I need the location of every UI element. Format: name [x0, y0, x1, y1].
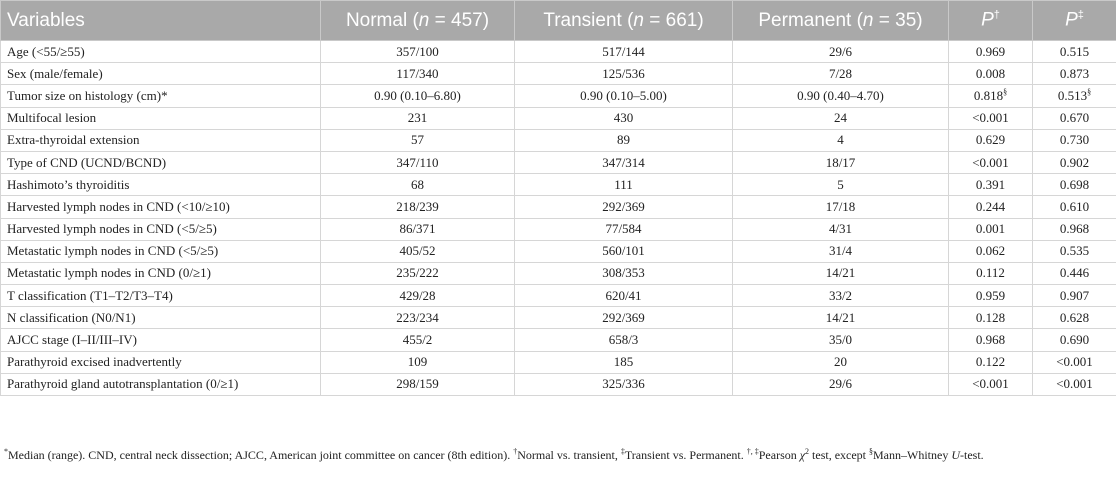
cell-transient-value: 430 — [613, 110, 634, 126]
cell-p-normal-vs-transient — [949, 151, 1033, 173]
cell-permanent — [733, 262, 949, 284]
header-p2-letter: P — [1065, 9, 1078, 31]
cell-normal — [321, 285, 515, 307]
cell-transient — [515, 151, 733, 173]
cell-normal-value: 86/371 — [399, 221, 436, 237]
cell-transient — [515, 307, 733, 329]
cell-p-transient-vs-permanent-value: 0.535 — [1059, 243, 1090, 259]
cell-p-normal-vs-transient — [949, 196, 1033, 218]
cell-permanent — [733, 129, 949, 151]
table-row — [1, 307, 1116, 329]
table-row — [1, 218, 1116, 240]
cell-p-normal-vs-transient — [949, 41, 1033, 63]
cell-transient-value: 0.90 (0.10–5.00) — [580, 87, 667, 103]
cell-transient — [515, 373, 733, 395]
cell-variable-value: Harvested lymph nodes in CND (<10/≥10) — [7, 198, 230, 214]
cell-transient — [515, 63, 733, 85]
cell-p-transient-vs-permanent-value: <0.001 — [1056, 376, 1093, 392]
cell-permanent-value: 35/0 — [828, 332, 853, 348]
cell-transient — [515, 218, 733, 240]
cell-p-transient-vs-permanent-value: 0.873 — [1059, 65, 1090, 81]
cell-normal-value: 0.90 (0.10–6.80) — [374, 87, 461, 103]
cell-variable-value: AJCC stage (I–II/III–IV) — [7, 332, 137, 348]
cell-variable-value: Type of CND (UCND/BCND) — [7, 154, 167, 170]
cell-p-transient-vs-permanent — [1033, 351, 1116, 373]
header-p2-mark: ‡ — [1077, 9, 1084, 22]
cell-normal-value: 68 — [411, 176, 424, 192]
cell-permanent — [733, 63, 949, 85]
cell-variable-value: Harvested lymph nodes in CND (<5/≥5) — [7, 221, 217, 237]
cell-p-normal-vs-transient — [949, 373, 1033, 395]
table-row — [1, 351, 1116, 373]
cell-variable-value: Parathyroid excised inadvertently — [7, 354, 182, 370]
header-permanent-count: = 35) — [873, 9, 923, 31]
cell-p-transient-vs-permanent — [1033, 329, 1116, 351]
cell-transient-value: 125/536 — [602, 65, 645, 81]
table-row — [1, 174, 1116, 196]
cell-transient — [515, 285, 733, 307]
cell-normal — [321, 85, 515, 107]
table-row — [1, 85, 1116, 107]
footnote-star: * — [4, 447, 8, 456]
cell-variable — [1, 373, 321, 395]
cell-variable — [1, 262, 321, 284]
cell-p-transient-vs-permanent — [1033, 63, 1116, 85]
cell-normal — [321, 63, 515, 85]
header-variables-text: Variables — [7, 9, 85, 31]
cell-permanent-value: 17/18 — [825, 198, 856, 214]
cell-p-transient-vs-permanent — [1033, 196, 1116, 218]
table-row — [1, 262, 1116, 284]
footnote-text-g: -test. — [960, 448, 984, 462]
cell-permanent — [733, 85, 949, 107]
cell-variable-value: Tumor size on histology (cm)* — [7, 87, 168, 103]
cell-permanent-value: 4 — [837, 132, 844, 148]
cell-transient-value: 185 — [613, 354, 634, 370]
cell-permanent-value: 0.90 (0.40–4.70) — [797, 87, 884, 103]
cell-p-transient-vs-permanent-mark: § — [1087, 87, 1092, 97]
cell-p-normal-vs-transient-value: <0.001 — [972, 376, 1009, 392]
cell-variable-value: N classification (N0/N1) — [7, 309, 136, 325]
footnote-text-d: Pearson — [758, 448, 800, 462]
cell-normal-value: 109 — [407, 354, 428, 370]
cell-normal-value: 455/2 — [402, 332, 433, 348]
footnote-chi-sup: 2 — [805, 447, 810, 456]
cell-p-normal-vs-transient-value: 0.062 — [975, 243, 1006, 259]
footnote-dagger: † — [513, 447, 518, 456]
cell-permanent-value: 4/31 — [828, 221, 853, 237]
cell-p-normal-vs-transient — [949, 218, 1033, 240]
cell-normal — [321, 129, 515, 151]
cell-normal-value: 405/52 — [399, 243, 436, 259]
cell-p-normal-vs-transient-value: 0.969 — [975, 43, 1006, 59]
cell-normal — [321, 262, 515, 284]
footnote-section: § — [869, 447, 874, 456]
table-row — [1, 41, 1116, 63]
cell-permanent-value: 29/6 — [828, 376, 853, 392]
cell-p-normal-vs-transient — [949, 329, 1033, 351]
header-p1-letter: P — [981, 9, 994, 31]
cell-p-transient-vs-permanent-value: <0.001 — [1056, 354, 1093, 370]
cell-variable-value: Hashimoto’s thyroiditis — [7, 176, 130, 192]
cell-p-transient-vs-permanent — [1033, 107, 1116, 129]
cell-p-normal-vs-transient-value: 0.629 — [975, 132, 1006, 148]
cell-variable — [1, 107, 321, 129]
header-transient — [515, 1, 733, 41]
cell-normal-value: 231 — [407, 110, 428, 126]
table-row — [1, 107, 1116, 129]
cell-p-transient-vs-permanent-value: 0.690 — [1059, 332, 1090, 348]
table-row — [1, 196, 1116, 218]
cell-transient-value: 560/101 — [602, 243, 645, 259]
cell-variable — [1, 63, 321, 85]
cell-variable-value: Extra-thyroidal extension — [7, 132, 140, 148]
cell-p-transient-vs-permanent-value: 0.628 — [1059, 309, 1090, 325]
cell-p-transient-vs-permanent — [1033, 285, 1116, 307]
cell-transient-value: 347/314 — [602, 154, 645, 170]
footnote-ddagger: ‡ — [620, 447, 625, 456]
table-row — [1, 240, 1116, 262]
cell-variable — [1, 240, 321, 262]
header-transient-count: = 661) — [644, 9, 704, 31]
footnote-text-a: Median (range). CND, central neck dissection; AJCC, American joint committee on cancer (8th edition). — [8, 448, 514, 462]
cell-p-normal-vs-transient-value: 0.128 — [975, 309, 1006, 325]
cell-p-transient-vs-permanent — [1033, 307, 1116, 329]
cell-p-transient-vs-permanent-value: 0.730 — [1059, 132, 1090, 148]
cell-permanent-value: 14/21 — [825, 265, 856, 281]
cell-variable — [1, 151, 321, 173]
cell-variable-value: Multifocal lesion — [7, 110, 97, 126]
cell-normal-value: 57 — [411, 132, 424, 148]
cell-p-normal-vs-transient-value: 0.391 — [975, 176, 1006, 192]
cell-normal-value: 235/222 — [396, 265, 439, 281]
table-row — [1, 329, 1116, 351]
cell-normal-value: 429/28 — [399, 287, 436, 303]
cell-transient-value: 308/353 — [602, 265, 645, 281]
cell-normal — [321, 218, 515, 240]
cell-permanent — [733, 329, 949, 351]
cell-p-normal-vs-transient — [949, 63, 1033, 85]
cell-normal-value: 298/159 — [396, 376, 439, 392]
header-permanent-n: n — [862, 9, 874, 31]
cell-permanent — [733, 307, 949, 329]
cell-p-transient-vs-permanent-value: 0.515 — [1059, 43, 1090, 59]
cell-p-transient-vs-permanent — [1033, 129, 1116, 151]
cell-variable — [1, 307, 321, 329]
cell-p-normal-vs-transient — [949, 85, 1033, 107]
cell-permanent — [733, 240, 949, 262]
cell-permanent — [733, 41, 949, 63]
cell-p-normal-vs-transient-value: 0.244 — [975, 198, 1006, 214]
cell-transient — [515, 351, 733, 373]
header-p-normal-vs-transient — [949, 1, 1033, 41]
header-transient-n: n — [633, 9, 644, 31]
cell-transient-value: 77/584 — [605, 221, 642, 237]
cell-p-normal-vs-transient — [949, 240, 1033, 262]
cell-transient — [515, 196, 733, 218]
cell-variable — [1, 41, 321, 63]
cell-p-normal-vs-transient-value: 0.008 — [975, 65, 1006, 81]
cell-permanent — [733, 218, 949, 240]
cell-normal — [321, 329, 515, 351]
header-normal-label: Normal ( — [345, 9, 419, 31]
cell-transient — [515, 329, 733, 351]
cell-normal — [321, 240, 515, 262]
cell-permanent — [733, 373, 949, 395]
header-transient-label: Transient ( — [543, 9, 634, 31]
cell-transient — [515, 41, 733, 63]
cell-permanent — [733, 107, 949, 129]
cell-p-normal-vs-transient-value: <0.001 — [972, 154, 1009, 170]
cell-variable — [1, 174, 321, 196]
footnote-text-e: test, except — [809, 448, 870, 462]
cell-permanent — [733, 151, 949, 173]
cell-p-transient-vs-permanent-value: 0.446 — [1059, 265, 1090, 281]
cell-normal — [321, 307, 515, 329]
cell-normal — [321, 196, 515, 218]
cell-normal-value: 223/234 — [396, 309, 439, 325]
cell-normal-value: 117/340 — [396, 65, 439, 81]
cell-p-normal-vs-transient-value: 0.968 — [975, 332, 1006, 348]
cell-transient — [515, 85, 733, 107]
cell-transient — [515, 129, 733, 151]
cell-p-transient-vs-permanent-value: 0.698 — [1059, 176, 1090, 192]
footnote-text-b: Normal vs. transient, — [517, 448, 621, 462]
header-p1-mark: † — [993, 9, 1000, 22]
cell-p-normal-vs-transient — [949, 285, 1033, 307]
cell-p-transient-vs-permanent-value: 0.610 — [1059, 198, 1090, 214]
cell-permanent — [733, 351, 949, 373]
cell-permanent-value: 18/17 — [825, 154, 856, 170]
cell-p-normal-vs-transient-value: 0.818 — [973, 87, 1004, 103]
cell-p-transient-vs-permanent-value: 0.907 — [1059, 287, 1090, 303]
footnote-text-f: Mann–Whitney — [873, 448, 952, 462]
cell-variable-value: Age (<55/≥55) — [7, 43, 85, 59]
cell-p-normal-vs-transient-value: 0.959 — [975, 287, 1006, 303]
cell-p-transient-vs-permanent — [1033, 240, 1116, 262]
cell-variable — [1, 218, 321, 240]
cell-transient — [515, 107, 733, 129]
table-row — [1, 129, 1116, 151]
cell-transient-value: 292/369 — [602, 309, 645, 325]
cell-normal — [321, 41, 515, 63]
cell-normal — [321, 107, 515, 129]
cell-p-normal-vs-transient-value: 0.001 — [975, 221, 1006, 237]
cell-p-transient-vs-permanent — [1033, 262, 1116, 284]
cell-transient-value: 620/41 — [605, 287, 642, 303]
cell-permanent-value: 7/28 — [828, 65, 853, 81]
footnote-marks-pair: †, ‡ — [746, 447, 759, 456]
cell-variable — [1, 85, 321, 107]
cell-permanent-value: 33/2 — [828, 287, 853, 303]
cell-normal — [321, 174, 515, 196]
header-variables — [1, 1, 321, 41]
table-footnote — [4, 447, 1110, 464]
cell-variable — [1, 129, 321, 151]
cell-variable-value: Metastatic lymph nodes in CND (0/≥1) — [7, 265, 211, 281]
cell-variable — [1, 329, 321, 351]
footnote-u: U — [951, 448, 961, 462]
cell-p-normal-vs-transient — [949, 174, 1033, 196]
cell-transient-value: 517/144 — [602, 43, 645, 59]
cell-permanent-value: 5 — [837, 176, 844, 192]
cell-p-transient-vs-permanent-value: 0.902 — [1059, 154, 1090, 170]
cell-p-transient-vs-permanent — [1033, 373, 1116, 395]
footnote-chi: χ — [799, 448, 806, 462]
cell-transient — [515, 262, 733, 284]
header-normal-count: = 457) — [429, 9, 490, 31]
cell-p-normal-vs-transient-value: 0.122 — [975, 354, 1006, 370]
cell-variable-value: Metastatic lymph nodes in CND (<5/≥5) — [7, 243, 219, 259]
cell-variable — [1, 351, 321, 373]
cell-permanent-value: 20 — [834, 354, 847, 370]
cell-p-normal-vs-transient-value: 0.112 — [976, 265, 1005, 281]
cell-transient-value: 325/336 — [602, 376, 645, 392]
cell-normal-value: 218/239 — [396, 198, 439, 214]
footnote-text-c: Transient vs. Permanent. — [624, 448, 747, 462]
cell-p-normal-vs-transient — [949, 107, 1033, 129]
header-row — [1, 1, 1116, 41]
cell-permanent-value: 24 — [834, 110, 847, 126]
cell-normal — [321, 351, 515, 373]
header-p-transient-vs-permanent — [1033, 1, 1116, 41]
cell-permanent-value: 31/4 — [828, 243, 853, 259]
cell-p-normal-vs-transient-value: <0.001 — [972, 110, 1009, 126]
header-normal — [321, 1, 515, 41]
cell-permanent-value: 29/6 — [828, 43, 853, 59]
cell-normal-value: 347/110 — [396, 154, 439, 170]
cell-p-transient-vs-permanent-value: 0.968 — [1059, 221, 1090, 237]
cell-transient-value: 292/369 — [602, 198, 645, 214]
cell-p-transient-vs-permanent — [1033, 85, 1116, 107]
cell-transient-value: 111 — [614, 176, 633, 192]
table-row — [1, 151, 1116, 173]
cell-transient-value: 658/3 — [608, 332, 639, 348]
cell-permanent — [733, 285, 949, 307]
cell-variable-value: T classification (T1–T2/T3–T4) — [7, 287, 173, 303]
table-row — [1, 373, 1116, 395]
cell-p-transient-vs-permanent — [1033, 218, 1116, 240]
cell-normal — [321, 373, 515, 395]
cell-transient — [515, 240, 733, 262]
cell-p-transient-vs-permanent-value: 0.670 — [1059, 110, 1090, 126]
cell-p-transient-vs-permanent — [1033, 151, 1116, 173]
cell-p-normal-vs-transient — [949, 307, 1033, 329]
cell-normal — [321, 151, 515, 173]
cell-p-normal-vs-transient — [949, 351, 1033, 373]
cell-p-normal-vs-transient-mark: § — [1003, 87, 1008, 97]
cell-p-normal-vs-transient — [949, 129, 1033, 151]
cell-transient-value: 89 — [617, 132, 630, 148]
cell-permanent — [733, 196, 949, 218]
cell-variable — [1, 285, 321, 307]
cell-permanent-value: 14/21 — [825, 309, 856, 325]
header-permanent — [733, 1, 949, 41]
cell-variable-value: Parathyroid gland autotransplantation (0/≥1) — [7, 376, 239, 392]
table-row — [1, 63, 1116, 85]
cell-p-transient-vs-permanent — [1033, 41, 1116, 63]
header-normal-n: n — [418, 9, 430, 31]
cell-variable-value: Sex (male/female) — [7, 65, 103, 81]
cell-p-transient-vs-permanent — [1033, 174, 1116, 196]
cell-variable — [1, 196, 321, 218]
cell-normal-value: 357/100 — [396, 43, 439, 59]
header-permanent-label: Permanent ( — [758, 9, 863, 31]
cell-p-normal-vs-transient — [949, 262, 1033, 284]
cell-permanent — [733, 174, 949, 196]
table-row — [1, 285, 1116, 307]
table-body — [1, 41, 1116, 396]
cell-transient — [515, 174, 733, 196]
cell-p-transient-vs-permanent-value: 0.513 — [1057, 87, 1088, 103]
